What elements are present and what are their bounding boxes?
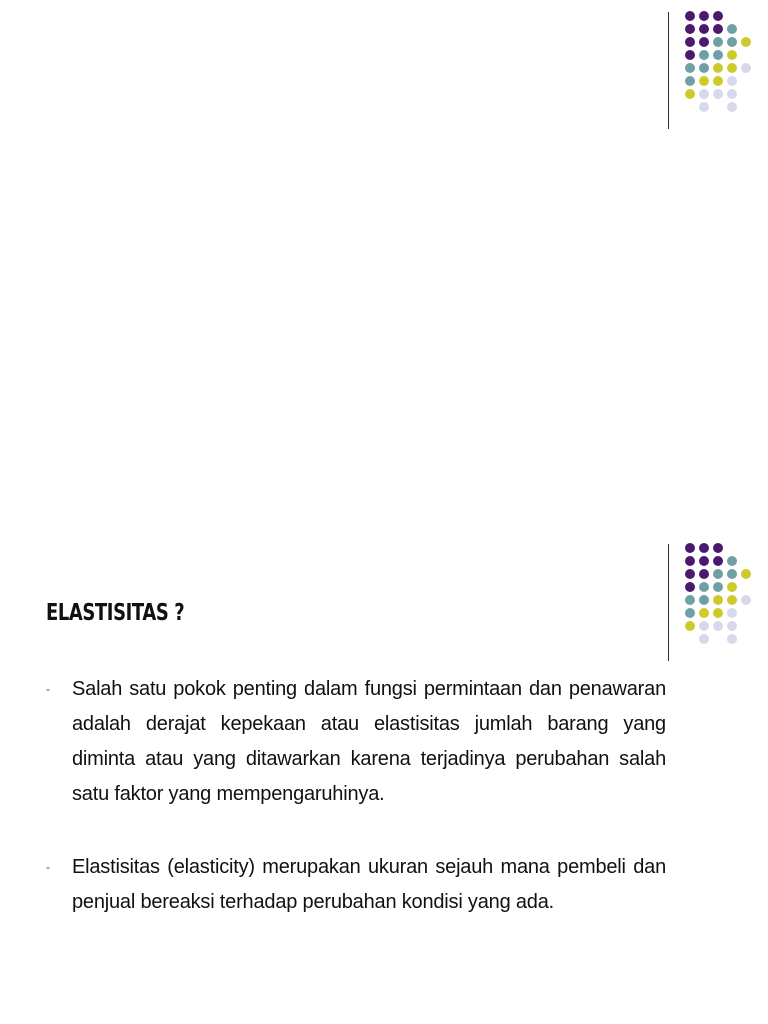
decorative-dot: [685, 37, 695, 47]
decorative-dot: [713, 24, 723, 34]
decorative-dot: [713, 63, 723, 73]
decorative-dot: [713, 50, 723, 60]
decorative-dot: [699, 543, 709, 553]
decorative-dot: [713, 608, 723, 618]
decorative-dot: [727, 50, 737, 60]
decorative-dot: [685, 76, 695, 86]
decorative-dot: [741, 569, 751, 579]
decorative-dot: [713, 621, 723, 631]
decorative-dot: [685, 89, 695, 99]
decorative-dot: [713, 11, 723, 21]
decorative-dot: [713, 556, 723, 566]
decorative-dot: [685, 11, 695, 21]
decorative-dot: [699, 556, 709, 566]
bullet-marker: -: [46, 682, 50, 696]
decorative-dot: [699, 621, 709, 631]
decorative-dot: [685, 569, 695, 579]
decorative-dot: [727, 556, 737, 566]
decorative-dot: [713, 543, 723, 553]
decorative-dot: [685, 50, 695, 60]
decorative-dot: [727, 634, 737, 644]
decorative-dot: [727, 24, 737, 34]
decorative-dot: [699, 595, 709, 605]
decorative-dot: [727, 582, 737, 592]
decorative-dot: [741, 63, 751, 73]
decorative-dot: [713, 76, 723, 86]
decorative-dot: [699, 50, 709, 60]
decorative-dot: [713, 569, 723, 579]
decorative-dot: [685, 621, 695, 631]
bullet-list: [46, 672, 666, 920]
decorative-dot: [685, 63, 695, 73]
decorative-dot: [685, 556, 695, 566]
decorative-dot: [699, 76, 709, 86]
decorative-dot: [727, 89, 737, 99]
decorative-dot: [713, 595, 723, 605]
dot-pattern-decoration: [0, 0, 768, 200]
decorative-dot: [685, 595, 695, 605]
decorative-dot: [699, 102, 709, 112]
decorative-dot: [699, 89, 709, 99]
decorative-dot: [685, 582, 695, 592]
bullet-text: Elastisitas (elasticity) merupakan ukuran sejauh mana pembeli dan penjual bereaksi terhadap perubahan kondisi yang ada.: [72, 856, 666, 913]
bullet-marker: -: [46, 860, 50, 874]
decorative-dot: [699, 582, 709, 592]
decorative-dot: [727, 569, 737, 579]
bullet-item: [46, 672, 666, 812]
divider-line: [668, 544, 669, 661]
decorative-dot: [727, 63, 737, 73]
decorative-dot: [727, 102, 737, 112]
decorative-dot: [699, 569, 709, 579]
decorative-dot: [741, 37, 751, 47]
decorative-dot: [727, 76, 737, 86]
decorative-dot: [713, 37, 723, 47]
decorative-dot: [727, 608, 737, 618]
decorative-dot: [699, 608, 709, 618]
divider-line: [668, 12, 669, 129]
decorative-dot: [685, 24, 695, 34]
decorative-dot: [699, 634, 709, 644]
slide-2: [0, 512, 768, 1024]
bullet-item: [46, 850, 666, 920]
decorative-dot: [699, 63, 709, 73]
decorative-dot: [699, 24, 709, 34]
decorative-dot: [713, 89, 723, 99]
bullet-text: Salah satu pokok penting dalam fungsi permintaan dan penawaran adalah derajat kepekaan atau elastisitas jumlah barang yang diminta atau yang ditawarkan karena terjadinya perubahan salah satu faktor yang mempengaruhinya.: [72, 678, 666, 805]
decorative-dot: [713, 582, 723, 592]
decorative-dot: [699, 11, 709, 21]
decorative-dot: [685, 608, 695, 618]
decorative-dot: [685, 543, 695, 553]
decorative-dot: [727, 37, 737, 47]
decorative-dot: [741, 595, 751, 605]
decorative-dot: [699, 37, 709, 47]
slide-title: ELASTISITAS ?: [46, 600, 185, 626]
decorative-dot: [727, 621, 737, 631]
decorative-dot: [727, 595, 737, 605]
